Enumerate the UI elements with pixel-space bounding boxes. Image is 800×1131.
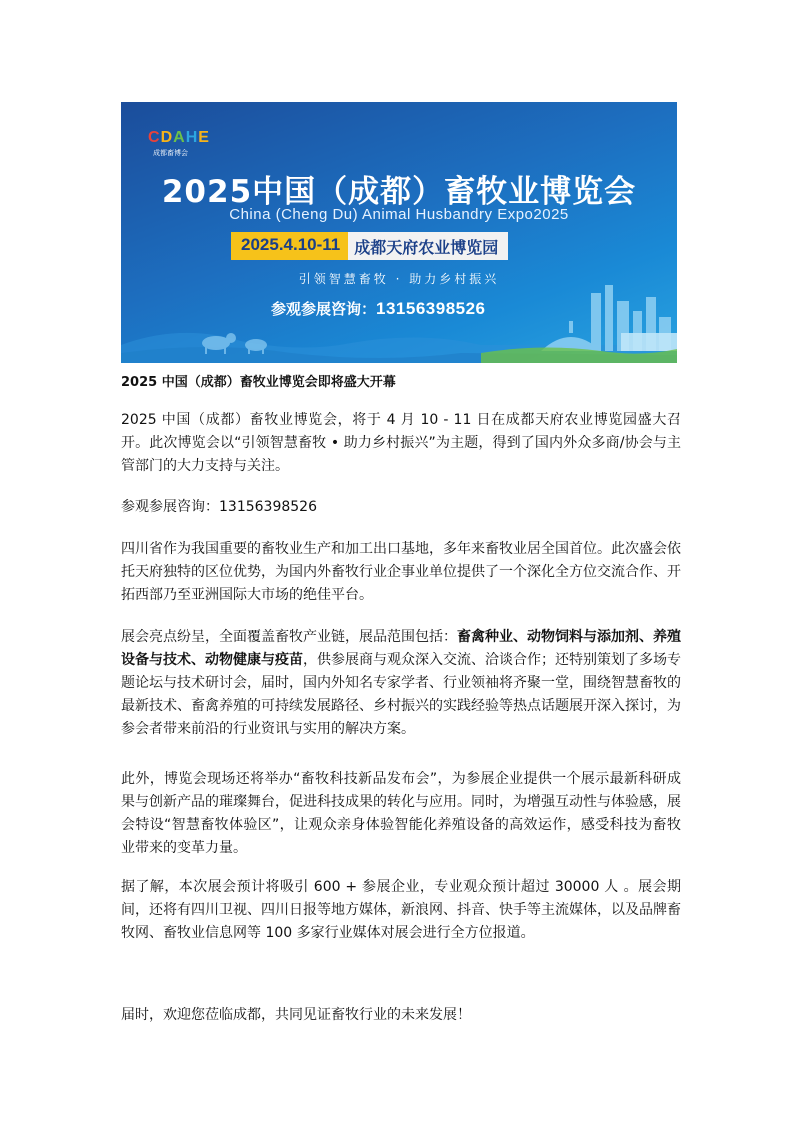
consult-phone: 13156398526 [376, 299, 486, 318]
expo-date: 2025.4.10-11 [231, 232, 348, 260]
paragraph-text: 展会亮点纷呈，全面覆盖畜牧产业链，展品范围包括： [121, 629, 457, 645]
logo-letter: D [160, 129, 174, 146]
logo-letter: H [185, 129, 199, 146]
article-paragraph [121, 626, 681, 741]
banner-title: 2025中国（成都）畜牧业博览会 [161, 174, 637, 210]
logo-letter: A [173, 129, 186, 146]
logo-letter: C [148, 129, 161, 146]
banner-subtitle: China (Cheng Du) Animal Husbandry Expo2025 [229, 206, 569, 223]
consult-label: 参观参展咨询： [271, 300, 377, 318]
article-paragraph: 四川省作为我国重要的畜牧业生产和加工出口基地，多年来畜牧业居全国首位。此次盛会依托天府独特的区位优势，为国内外畜牧行业企事业单位提供了一个深化全方位交流合作、开拓西部乃至亚洲国际大市场的绝佳平台。 [121, 541, 681, 603]
exhibit-scope-bold: 畜禽种业、动物饲料与添加剂、养殖设备与技术、动物健康与疫苗 [121, 629, 681, 668]
article-headline: 2025 中国（成都）畜牧业博览会即将盛大开幕 [121, 375, 396, 390]
date-venue-bar [231, 232, 508, 260]
article-paragraph: 届时，欢迎您莅临成都，共同见证畜牧行业的未来发展！ [121, 1007, 471, 1023]
logo-letter: E [198, 129, 210, 146]
expo-venue: 成都天府农业博览园 [348, 232, 508, 260]
article-paragraph: 据了解，本次展会预计将吸引 600 + 参展企业，专业观众预计超过 30000 人 。展会期间，还将有四川卫视、四川日报等地方媒体，新浪网、抖音、快手等主流媒体，以及品牌畜牧网、畜牧业信息网等 100 多家行业媒体对展会进行全方位报道。 [121, 879, 681, 941]
banner-slogan: 引领智慧畜牧 · 助力乡村振兴 [298, 272, 500, 286]
paragraph-text: ，供参展商与观众深入交流、洽谈合作；还特别策划了多场专题论坛与技术研讨会，届时，国内外知名专家学者、行业领袖将齐聚一堂，围绕智慧畜牧的最新技术、畜禽养殖的可持续发展路径、乡村振兴的实践经验等热点话题展开深入探讨，为参会者带来前沿的行业资讯与实用的解决方案。 [121, 652, 681, 737]
article-paragraph: 此外，博览会现场还将举办“畜牧科技新品发布会”，为参展企业提供一个展示最新科研成果与创新产品的璀璨舞台，促进科技成果的转化与应用。同时，为增强互动性与体验感，展会特设“智慧畜牧体验区”，让观众亲身体验智能化养殖设备的高效运作，感受科技为畜牧业带来的变革力量。 [121, 771, 681, 856]
expo-banner [121, 102, 677, 363]
logo-subtext: 成都畜博会 [153, 149, 188, 157]
article-paragraph: 参观参展咨询：13156398526 [121, 499, 317, 515]
article-paragraph: 2025 中国（成都）畜牧业博览会，将于 4 月 10 - 11 日在成都天府农业博览园盛大召开。此次博览会以“引领智慧畜牧 • 助力乡村振兴”为主题，得到了国内外众多商/协会与主管部门的大力支持与关注。 [121, 412, 681, 474]
expo-logo [148, 129, 210, 147]
skyline-illustration [121, 283, 677, 363]
